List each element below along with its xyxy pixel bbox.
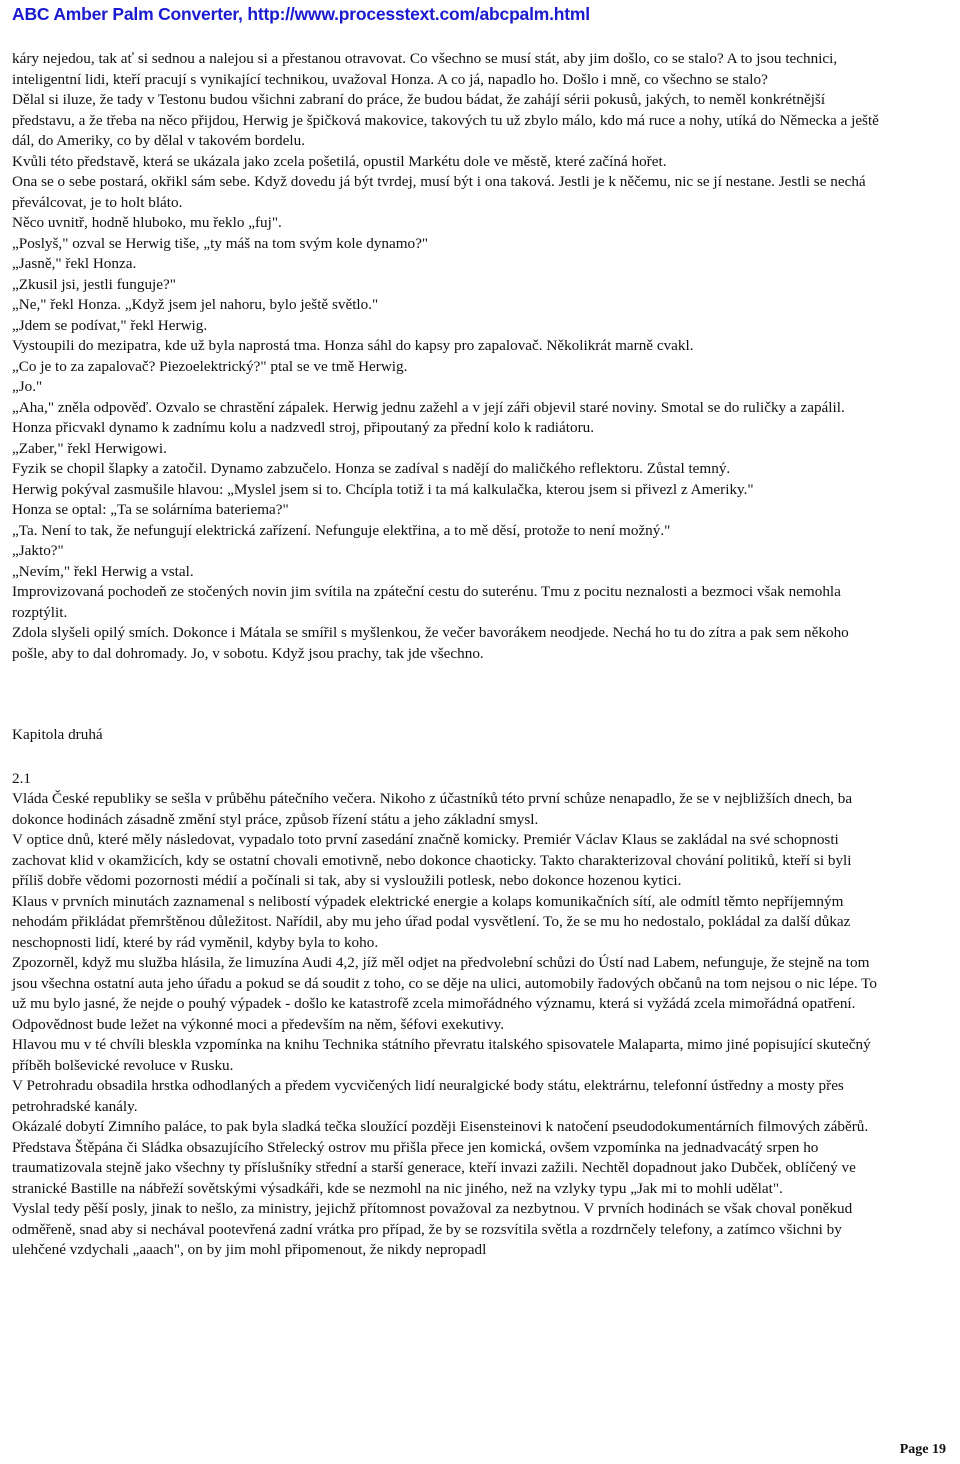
paragraph: „Aha," zněla odpověď. Ozvalo se chrastění zápalek. Herwig jednu zažehl a v její záři objevil staré noviny. Smotal se do ruličky a zapálil. Honza přicvakl dynamo k zadnímu kolu a nadzvedl stroj, připoutaný za přední kolo k radiátoru. (12, 398, 845, 436)
paragraph: „Co je to za zapalovač? Piezoelektrický?" ptal se ve tmě Herwig. (12, 357, 408, 375)
paragraph: Kvůli této představě, která se ukázala jako zcela pošetilá, opustil Markétu dole ve městě, které začíná hořet. (12, 152, 667, 170)
paragraph: „Jo." (12, 378, 43, 395)
section-number: 2.1 (12, 769, 31, 787)
paragraph: Fyzik se chopil šlapky a zatočil. Dynamo zabzučelo. Honza se zadíval s nadějí do maličkého reflektoru. Zůstal temný. (12, 460, 731, 477)
paragraph: „Zkusil jsi, jestli funguje?" (12, 275, 176, 293)
paragraph: Vystoupili do mezipatra, kde už byla naprostá tma. Honza sáhl do kapsy pro zapalovač. Několikrát marně cvakl. (12, 337, 694, 354)
paragraph: káry nejedou, tak ať si sednou a nalejou si a přestanou otravovat. Co všechno se musí stát, aby jim došlo, co se stalo? A to jsou technici, inteligentní lidi, kteří pracují s vynikající technikou, uvažoval Honza. A co já, napadlo ho. Došlo i mně, co všechno se stalo? (12, 50, 838, 88)
paragraph: Dělal si iluze, že tady v Testonu budou všichni zabraní do práce, že budou bádat, že zahájí sérii pokusů, jakých, to neměl konkrétnější představu, a že třeba na něco přijdou, Herwig je špičková makovice, takových tu už zbylo málo, kdo má ruce a nohy, utíká do Německa a ještě dál, do Ameriky, co by dělal v takovém bordelu. (12, 91, 879, 149)
paragraph: Klaus v prvních minutách zaznamenal s nelibostí výpadek elektrické energie a kolaps komunikačních sítí, ale odmítl těmto nepříjemným nehodám přikládat přemrštěnou důležitost. Nařídil, aby mu jeho úřad podal vysvětlení. To, že se mu ho nedostalo, pokládal za další důkaz neschopnosti lidí, které by rád vyměnil, kdyby byla to koho. (12, 892, 851, 951)
paragraph: „Nevím," řekl Herwig a vstal. (12, 562, 194, 580)
paragraph: Herwig pokýval zasmušile hlavou: „Myslel jsem si to. Chcípla totiž i ta má kalkulačka, kterou jsem si přivezl z Ameriky." (12, 480, 754, 498)
paragraph: Ona se o sebe postará, okřikl sám sebe. Když dovedu já být tvrdej, musí být i ona taková. Jestli je k něčemu, nic se jí nestane. Jestli se nechá převálcovat, je to holt bláto. (12, 173, 866, 211)
converter-header: ABC Amber Palm Converter, http://www.processtext.com/abcpalm.html (12, 4, 590, 24)
paragraph: „Ta. Není to tak, že nefungují elektrická zařízení. Nefunguje elektřina, a to mě děsí, protože to není možný." (12, 521, 671, 539)
page-number: Page 19 (899, 1442, 946, 1457)
paragraph: Vyslal tedy pěší posly, jinak to nešlo, za ministry, jejichž přítomnost považoval za nezbytnou. V prvních hodinách se však choval poněkud odměřeně, snad aby si nechával pootevřená zadní vrátka pro případ, že by se rozsvítila světla a rozdrnčely telefony, a zatímco všichni by ulehčené vzdychali „aaach", on by jim mohl připomenout, že nikdy nepropadl (12, 1200, 853, 1258)
paragraph: Zpozorněl, když mu služba hlásila, že limuzína Audi 4,2, jíž měl odjet na předvolební schůzi do Ústí nad Labem, nefunguje, že stejně na tom jsou všechna ostatní auta jeho úřadu a pokud se dá soudit z toho, co se děje na ulici, automobily řadových občanů na tom nejsou o nic lépe. To už mu bylo jasné, že nejde o pouhý výpadek - došlo ke katastrofě zcela mimořádného významu, která si vyžádá zcela mimořádná opatření. Odpovědnost bude ležet na výkonné moci a především na něm, šéfovi exekutivy. (12, 954, 877, 1033)
paragraph: Okázalé dobytí Zimního paláce, to pak byla sladká tečka sloužící později Eisensteinovi k natočení pseudodokumentárních filmových záběrů. (12, 1118, 869, 1135)
paragraph: Něco uvnitř, hodně hluboko, mu řeklo „fuj". (12, 214, 282, 231)
paragraph: V Petrohradu obsadila hrstka odhodlaných a předem vycvičených lidí neuralgické body státu, elektrárnu, telefonní ústředny a mosty přes petrohradské kanály. (12, 1077, 844, 1115)
paragraph: V optice dnů, které měly následovat, vypadalo toto první zasedání značně komicky. Premiér Václav Klaus se zakládal na své schopnosti zachovat klid v okamžicích, kdy se ostatní chovali emotivně, nebo dokonce chaoticky. Takto charakterizoval chování politiků, kteří si byli příliš dobře vědomi pozornosti médií a počínali si tak, aby si vysloužili potlesk, nebo dokonce hozenou kytici. (12, 831, 852, 889)
paragraph: Vláda České republiky se sešla v průběhu pátečního večera. Nikoho z účastníků této první schůze nenapadlo, že se v nejbližších dnech, ba dokonce hodinách zásadně změní styl práce, způsob řízení státu a jeho základní smysl. (12, 790, 853, 828)
paragraph: „Ne," řekl Honza. „Když jsem jel nahoru, bylo ještě světlo." (12, 296, 379, 313)
paragraph: „Jakto?" (12, 542, 64, 559)
chapter-heading: Kapitola druhá (12, 726, 103, 743)
paragraph: Hlavou mu v té chvíli bleskla vzpomínka na knihu Technika státního převratu italského spisovatele Malaparta, mimo jiné popisující skutečný příběh bolševické revoluce v Rusku. (12, 1036, 871, 1074)
paragraph: „Jasně," řekl Honza. (12, 255, 137, 272)
paragraph: „Poslyš," ozval se Herwig tiše, „ty máš na tom svým kole dynamo?" (12, 234, 429, 252)
document-body (12, 49, 882, 1261)
paragraph: Improvizovaná pochodeň ze stočených novin jim svítila na zpáteční cestu do suterénu. Tmu z pocitu neznalosti a bezmoci však nemohla rozptýlit. (12, 583, 841, 621)
paragraph: Zdola slyšeli opilý smích. Dokonce i Mátala se smířil s myšlenkou, že večer bavorákem neodjede. Nechá ho tu do zítra a pak sem někoho pošle, aby to dal dohromady. Jo, v sobotu. Když jsou prachy, tak jde všechno. (12, 624, 849, 662)
paragraph: „Jdem se podívat," řekl Herwig. (12, 316, 208, 334)
paragraph: Představa Štěpána či Sládka obsazujícího Střelecký ostrov mu přišla přece jen komická, ovšem vzpomínka na jednadvacátý srpen ho traumatizovala stejně jako všechny ty příslušníky střední a starší generace, kteří invazi zažili. Nechtěl dopadnout jako Dubček, oblíčený ve stranické Bastille na nábřeží sovětskými výsadkáři, kde se nezmohl na nic jiného, než na vzlyky typu „Jak mi to mohli udělat". (12, 1138, 856, 1197)
paragraph: Honza se optal: „Ta se solárníma bateriema?" (12, 501, 289, 518)
paragraph: „Zaber," řekl Herwigowi. (12, 439, 167, 457)
